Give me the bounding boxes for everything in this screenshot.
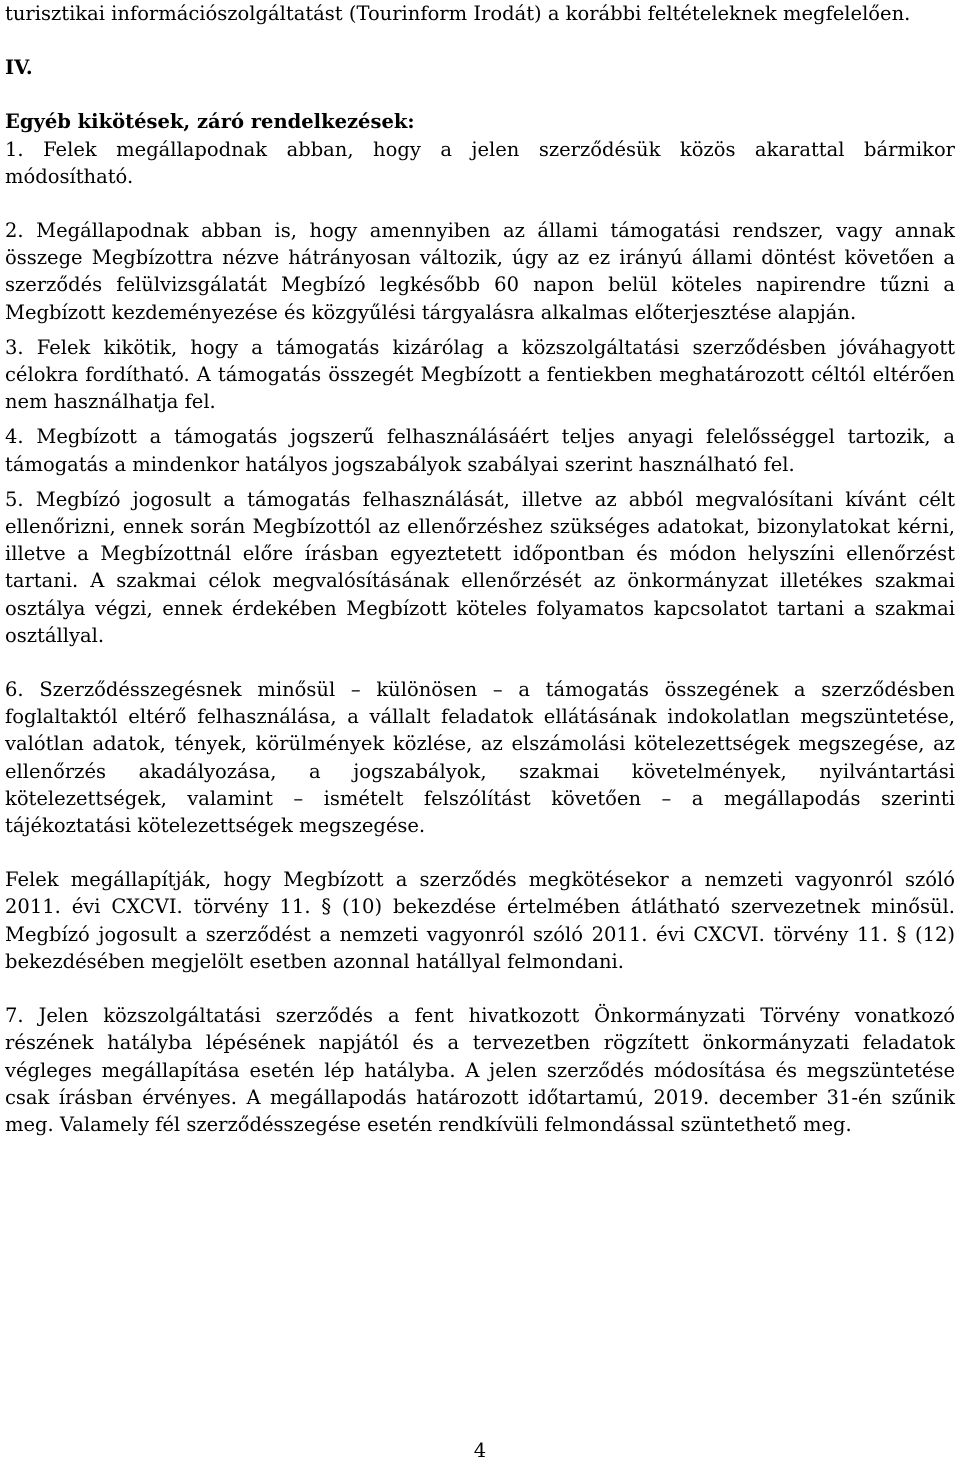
intro-paragraph: turisztikai információszolgáltatást (Tourinform Irodát) a korábbi feltételeknek megfelelően. xyxy=(5,2,911,25)
page-number: 4 xyxy=(473,1439,487,1462)
paragraph-1: 1. Felek megállapodnak abban, hogy a jelen szerződésük közös akarattal bármikor módosítható. xyxy=(5,137,955,188)
paragraph-6: 6. Szerződésszegésnek minősül – különösen – a támogatás összegének a szerződésben foglaltaktól eltérő felhasználása, a vállalt feladatok ellátásának indokolatlan megszüntetése, valótlan adatok, tények, körülmények közlése, az elszámolási kötelezettségek megszegése, az ellenőrzés akadályozása, a jogszabályok, szakmai követelmények, nyilvántartási kötelezettségek, valamint – ismételt felszólítást követően – a megállapodás szerinti tájékoztatási kötelezettségek megszegése. xyxy=(5,678,955,838)
paragraph-7: 7. Jelen közszolgáltatási szerződés a fent hivatkozott Önkormányzati Törvény vonatkozó részének hatályba lépésének napjától és a tervezetben rögzített önkormányzati feladatok végleges megállapítása esetén lép hatályba. A jelen szerződés módosítása és megszüntetése csak írásban érvényes. A megállapodás határozott időtartamú, 2019. december 31-én szűnik meg. Valamely fél szerződésszegése esetén rendkívüli felmondással szüntethető meg. xyxy=(5,1004,955,1136)
paragraph-2: 2. Megállapodnak abban is, hogy amennyiben az állami támogatási rendszer, vagy annak összege Megbízottra nézve hátrányosan változik, úgy az ez irányú állami döntést követően a szerződés felülvizsgálatát Megbízó legkésőbb 60 napon belül köteles napirendre tűzni a Megbízott kezdeményezése és közgyűlési tárgyalásra alkalmas előterjesztése alapján. xyxy=(5,219,955,324)
paragraph-transparency: Felek megállapítják, hogy Megbízott a szerződés megkötésekor a nemzeti vagyonról szóló 2011. évi CXCVI. törvény 11. § (10) bekezdése értelmében átlátható szervezetnek minősül. Megbízó jogosult a szerződést a nemzeti vagyonról szóló 2011. évi CXCVI. törvény 11. § (12) bekezdésében megjelölt esetben azonnal hatállyal felmondani. xyxy=(5,868,955,973)
section-title: Egyéb kikötések, záró rendelkezések: xyxy=(5,110,415,134)
paragraph-4: 4. Megbízott a támogatás jogszerű felhasználásáért teljes anyagi felelősséggel tartozik, a támogatás a mindenkor hatályos jogszabályok szabályai szerint használható fel. xyxy=(5,425,955,476)
section-number: IV. xyxy=(5,56,33,80)
document-page xyxy=(5,0,955,1138)
paragraph-3: 3. Felek kikötik, hogy a támogatás kizárólag a közszolgáltatási szerződésben jóváhagyott célokra fordítható. A támogatás összegét Megbízott a fentiekben meghatározott céltól eltérően nem használhatja fel. xyxy=(5,335,955,414)
paragraph-5: 5. Megbízó jogosult a támogatás felhasználását, illetve az abból megvalósítani kívánt célt ellenőrizni, ennek során Megbízottól az ellenőrzéshez szükséges adatokat, bizonylatokat kérni, illetve a Megbízottnál előre írásban egyeztetett időpontban és módon helyszíni ellenőrzést tartani. A szakmai célok megvalósításának ellenőrzését az önkormányzat illetékes szakmai osztálya végzi, ennek érdekében Megbízott köteles folyamatos kapcsolatot tartani a szakmai osztállyal. xyxy=(5,487,955,647)
